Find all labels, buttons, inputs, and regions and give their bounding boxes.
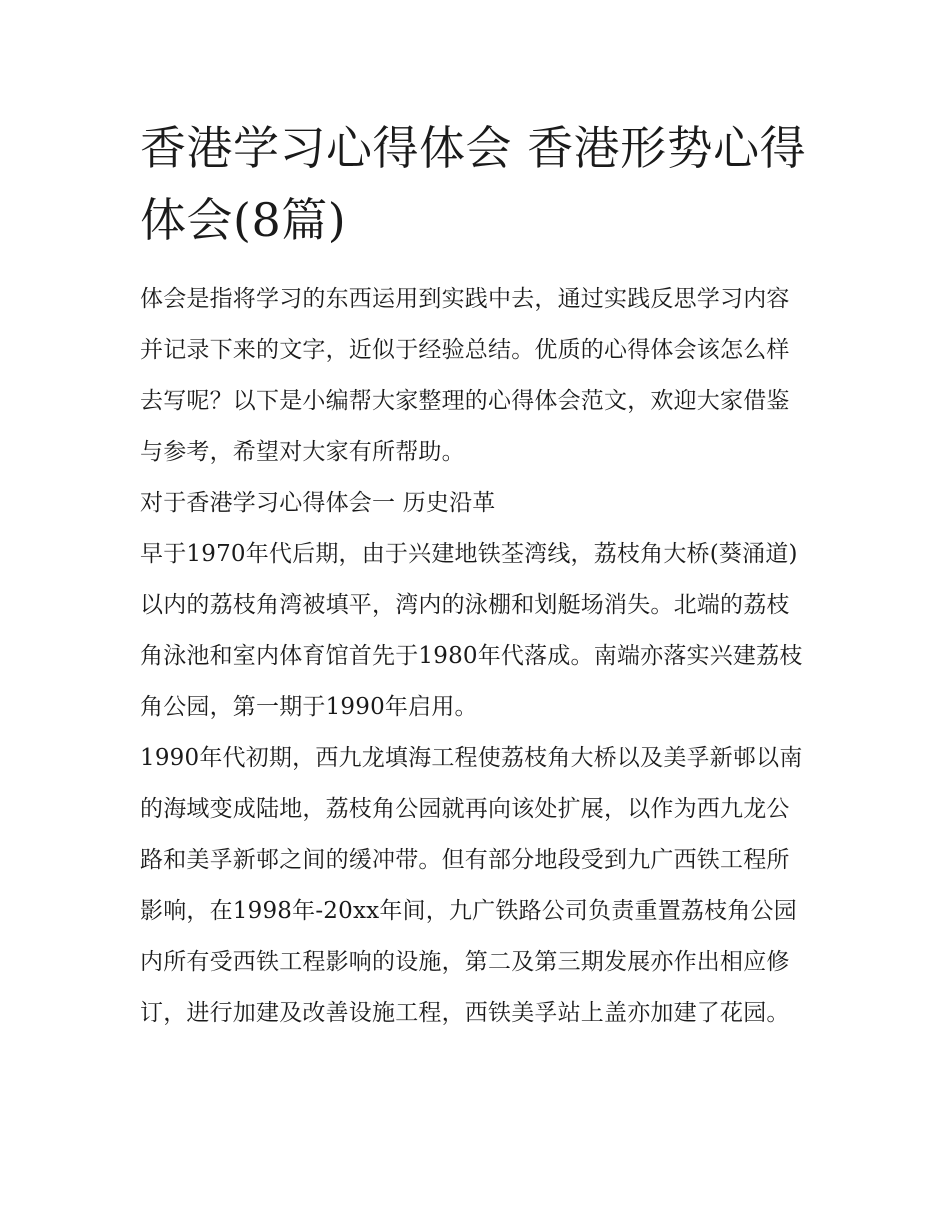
history-paragraph-2: 1990年代初期，西九龙填海工程使荔枝角大桥以及美孚新邨以南的海域变成陆地，荔枝角公园就再向该处扩展，以作为西九龙公路和美孚新邨之间的缓冲带。但有部分地段受到九广西铁工程所影响，在1998年-20xx年间，九广铁路公司负责重置荔枝角公园内所有受西铁工程影响的设施，第二及第三期发展亦作出相应修订，进行加建及改善设施工程，西铁美孚站上盖亦加建了花园。 [140, 745, 803, 1026]
document-title: 香港学习心得体会 香港形势心得体会(8篇) [140, 121, 807, 247]
history-paragraph-1: 早于1970年代后期，由于兴建地铁荃湾线，荔枝角大桥(葵涌道)以内的荔枝角湾被填平，湾内的泳棚和划艇场消失。北端的荔枝角泳池和室内体育馆首先于1980年代落成。南端亦落实兴建荔枝角公园，第一期于1990年启用。 [140, 541, 803, 720]
section-heading: 对于香港学习心得体会一 历史沿革 [140, 490, 496, 516]
document-page [140, 112, 812, 1039]
intro-paragraph: 体会是指将学习的东西运用到实践中去，通过实践反思学习内容并记录下来的文字，近似于经验总结。优质的心得体会该怎么样去写呢？以下是小编帮大家整理的心得体会范文，欢迎大家借鉴与参考，希望对大家有所帮助。 [140, 286, 790, 465]
